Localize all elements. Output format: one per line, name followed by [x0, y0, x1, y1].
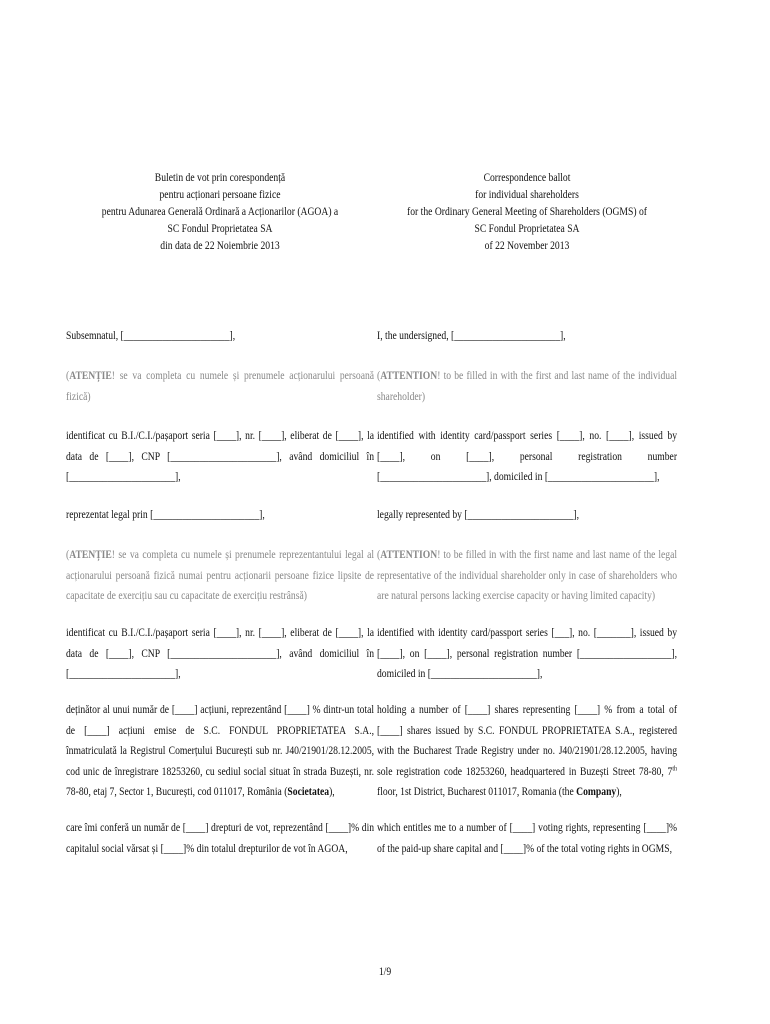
title-en-5: of 22 November 2013: [484, 240, 570, 252]
ro-undersigned: Subsemnatul, [______________________],: [66, 330, 236, 342]
en-legal-representative: legally represented by [______________________],: [377, 509, 580, 521]
title-block-ro: [66, 170, 374, 255]
ro-attention-1: (ATENȚIE! se va completa cu numele și prenumele acționarului persoană fizică): [66, 370, 375, 403]
en-undersigned: I, the undersigned, [______________________],: [377, 330, 566, 342]
ro-holding: deținător al unui număr de [____] acțiuni, reprezentând [____] % dintr-un total de [____] acțiuni emise de S.C. FONDUL PROPRIETATEA S.A., înmatriculată la Registrul Comerțului București sub nr. J40/21901/28.12.2005, cod unic de înregistrare 18253260, cu sediul social situat în strada Buzești, nr. 78-80, etaj 7, Sector 1, București, cod 011017, România (Societatea),: [66, 704, 375, 798]
title-en-4: SC Fondul Proprietatea SA: [474, 223, 580, 235]
title-ro-2: pentru acționari persoane fizice: [159, 189, 281, 201]
ro-identification-1: identificat cu B.I./C.I./pașaport seria [____], nr. [____], eliberat de [____], la data de [____], CNP [______________________], având domiciliul în [______________________],: [66, 430, 375, 483]
title-en-1: Correspondence ballot: [483, 172, 571, 184]
en-voting-rights: which entitles me to a number of [____] voting rights, representing [____]% of the paid-up share capital and [____]% of the total voting rights in OGMS,: [377, 822, 678, 855]
ro-identification-2: identificat cu B.I./C.I./pașaport seria [____], nr. [____], eliberat de [____], la data de [____], CNP [______________________], având domiciliul în [______________________],: [66, 627, 375, 680]
page-number: 1/9: [378, 966, 392, 978]
title-block-en: [377, 170, 677, 255]
en-attention-1: (ATTENTION! to be filled in with the first and last name of the individual shareholder): [377, 370, 678, 403]
ro-legal-representative: reprezentat legal prin [______________________],: [66, 509, 265, 521]
ro-voting-rights: care îmi conferă un număr de [____] drepturi de vot, reprezentând [____]% din capitalul social vărsat și [____]% din totalul drepturilor de vot în AGOA,: [66, 822, 375, 855]
en-attention-2: (ATTENTION! to be filled in with the first name and last name of the legal representative of the individual shareholder only in case of shareholders who are natural persons lacking exercise capacity or having limited capacity): [377, 549, 678, 602]
title-ro-4: SC Fondul Proprietatea SA: [167, 223, 273, 235]
title-en-2: for individual shareholders: [475, 189, 579, 201]
title-ro-1: Buletin de vot prin corespondență: [154, 172, 286, 184]
ro-attention-2: (ATENȚIE! se va completa cu numele și prenumele reprezentantului legal al acționarului persoană fizică numai pentru acționarii persoane fizice lipsite de capacitate de exercițiu sau cu capacitate de exercițiu restrânsă): [66, 549, 375, 602]
en-identification-2: identified with identity card/passport series [___], no. [_______], issued by [____], on [____], personal registration number [___________________], domiciled in [______________________],: [377, 627, 678, 680]
en-identification-1: identified with identity card/passport series [____], no. [____], issued by [____], on [____], personal registration number [______________________], domiciled in [______________________],: [377, 430, 678, 483]
en-holding: holding a number of [____] shares representing [____] % from a total of [____] shares issued by S.C. FONDUL PROPRIETATEA S.A., registered with the Bucharest Trade Registry under no. J40/21901/28.12.2005, having sole registration code 18253260, headquartered in Buzești Street 78-80, 7th floor, 1st District, Bucharest 011017, Romania (the Company),: [377, 704, 678, 798]
title-en-3: for the Ordinary General Meeting of Shareholders (OGMS) of: [407, 206, 647, 218]
title-ro-3: pentru Adunarea Generală Ordinară a Acționarilor (AGOA) a: [101, 206, 339, 218]
title-ro-5: din data de 22 Noiembrie 2013: [160, 240, 280, 252]
